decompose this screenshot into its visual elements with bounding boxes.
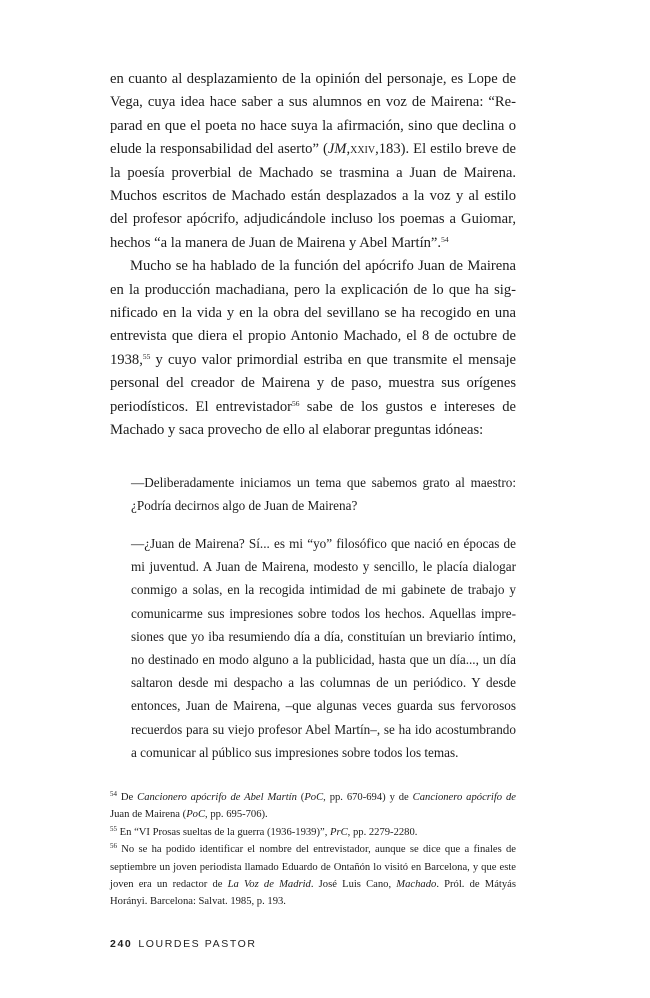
paragraph-text: Mucho se ha hablado de la función del apócrifo Juan de Mairena en la producción machadiana, pero la explicación de lo que ha significado en la vida y en la obra del sevillano se ha recogido en una entrevista que diera el propio Antonio Machado, el 8 de octubre de 1938, (110, 258, 516, 368)
footnote-text: No se ha podido identificar el nombre del entrevistador, aunque se dice que a finales de septiembre un joven periodista llamado Eduardo de Ontañón lo visitó en Barcelona, y que este joven era un redactor de (110, 844, 516, 890)
footnote-number: 54 (110, 789, 117, 798)
footnote-number: 56 (110, 842, 117, 851)
footnote-text: De (117, 791, 138, 803)
footnote-number: 55 (110, 824, 117, 833)
running-footer (110, 938, 257, 950)
footnote-abbrev: PoC (186, 809, 206, 821)
citation-locator: ,xxiv,183 (346, 141, 401, 158)
footnote-text: . José Luis Cano, (310, 878, 397, 890)
footnote-text: . Pról. de Mátyás Horányi. Barcelona: Salvat. 1985, p. 193. (110, 878, 516, 908)
footnote-title: Cancionero apócrifo de (412, 791, 516, 803)
footnote-text: , pp. 670-694) y de (323, 791, 413, 803)
footnote-abbrev: PrC (330, 826, 348, 838)
footnote-text: En “VI Prosas sueltas de la guerra (1936-1939)”, (117, 826, 330, 838)
footnote-text: , pp. 695-706). (205, 809, 268, 821)
paragraph-text: sabe de los gustos e intereses de Machado y saca provecho de ello al elaborar preguntas idóneas: (110, 398, 516, 439)
block-quote (131, 471, 516, 764)
footnote-title: Cancionero apócrifo de Abel Martín (137, 791, 297, 803)
footnote-text: , pp. 2279-2280. (347, 826, 418, 838)
paragraph-text: y cuyo valor primordial estriba en que transmite el mensaje personal del creador de Mairena y de paso, muestra sus orígenes periodísticos. El entrevistador (110, 351, 516, 415)
footnote-ref[interactable]: 56 (292, 398, 300, 408)
footnote-abbrev: PoC (304, 791, 324, 803)
page-content (110, 68, 516, 911)
body-text (110, 68, 516, 443)
paragraph-text: ). El estilo breve de la poesía proverbial de Machado se trasmina a Juan de Mairena. Muchos escritos de Machado están desplazados a la voz y al estilo del profesor apócrifo, adjudicándole incluso los poemas a Guiomar, hechos “a la manera de Juan de Mairena y Abel Martín”. (110, 141, 516, 251)
citation-abbrev: JM (327, 141, 347, 158)
quote-question: —Deliberadamente iniciamos un tema que sabemos grato al maestro: ¿Podría decirnos algo de Juan de Mairena? (131, 474, 516, 513)
footnote-ref[interactable]: 55 (142, 351, 151, 361)
running-author: LOURDES PASTOR (138, 938, 257, 950)
page-number: 240 (110, 938, 133, 950)
footnote-title: La Voz de Madrid (227, 878, 311, 890)
footnote-title: Machado (396, 878, 437, 890)
footnote-text: ( (296, 791, 305, 803)
paragraph-2 (110, 255, 516, 442)
quote-answer: —¿Juan de Mairena? Sí... es mi “yo” filosófico que nació en épocas de mi juventud. A Juan de Mairena, modesto y sencillo, le placía dialogar conmigo a solas, en la recogida intimidad de mi gabinete de trabajo y comunicarme sus impresiones sobre todos los hechos. Aquellas impresiones que yo iba resumiendo día a día, constituían un breviario íntimo, no destinado en modo alguno a la publicidad, hasta que un día..., un día saltaron desde mi despacho a las columnas de un periódico. Y desde entonces, Juan de Mairena, –que algunas veces guarda sus fervorosos recuerdos para su viejo profesor Abel Martín–, se ha ido acostumbrando a comunicar al público sus impresiones sobre todos los temas. (131, 535, 516, 760)
footnote-text: Juan de Mairena ( (110, 809, 187, 821)
paragraph-text: en cuanto al desplazamiento de la opinión del personaje, es Lope de Vega, cuya idea hace saber a sus alumnos en voz de Mairena: “Reparad en que el poeta no hace suya la afirmación, sino que declina o elude la responsabilidad del aserto” ( (110, 71, 516, 158)
footnote-54 (110, 789, 516, 824)
footnote-ref[interactable]: 54 (441, 234, 449, 244)
footnotes (110, 789, 516, 911)
paragraph-1 (110, 68, 516, 255)
footnote-56 (110, 841, 516, 911)
footnote-55 (110, 824, 516, 841)
